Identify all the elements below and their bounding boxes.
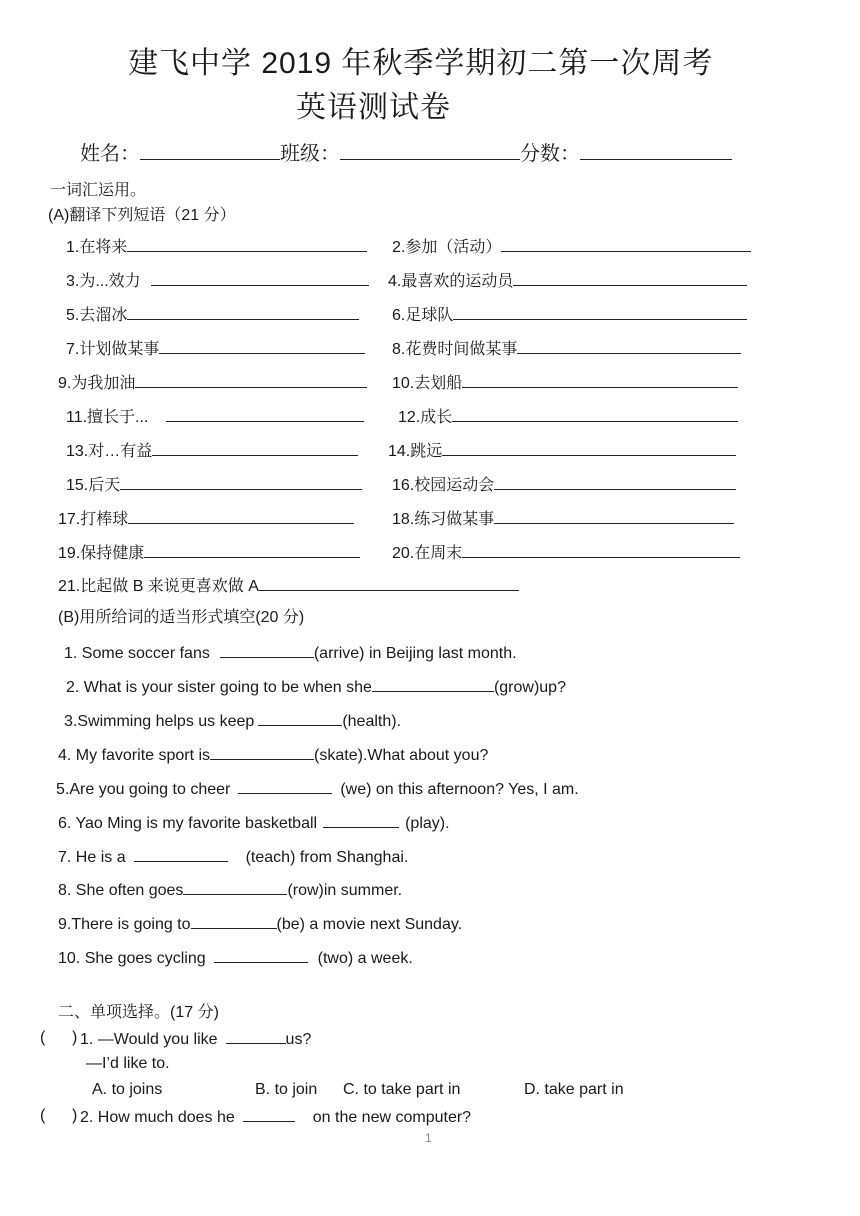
answer-blank[interactable] — [152, 440, 358, 456]
part-b-heading: (B)用所给词的适当形式填空(20 分) — [58, 609, 305, 626]
part-a-item: 12.成长 — [398, 406, 738, 428]
answer-blank[interactable] — [513, 270, 747, 286]
part-a-item: 9.为我加油 — [58, 372, 367, 394]
answer-blank[interactable] — [135, 372, 367, 388]
part-a-item: 15.后天 — [66, 474, 362, 496]
part-a-item: 18.练习做某事 — [392, 508, 734, 530]
answer-blank[interactable] — [127, 304, 359, 320]
part-a-item: 20.在周末 — [392, 542, 740, 564]
answer-blank[interactable] — [226, 1028, 286, 1044]
answer-blank[interactable] — [258, 710, 342, 726]
part-b-item: 3.Swimming helps us keep (health). — [64, 710, 401, 732]
answer-blank[interactable] — [191, 913, 277, 929]
part-a-item: 17.打棒球 — [58, 508, 354, 530]
section-2-heading: 二、单项选择。(17 分) — [58, 1004, 219, 1021]
name-label: 姓名： — [80, 143, 140, 165]
answer-blank[interactable] — [259, 575, 519, 591]
part-b-item: 9.There is going to (be) a movie next Sunday. — [58, 913, 462, 935]
part-a-item: 19.保持健康 — [58, 542, 360, 564]
part-a-item: 11.擅长于... — [66, 406, 364, 428]
answer-blank[interactable] — [372, 676, 494, 692]
page-number: 1 — [425, 1131, 432, 1145]
answer-paren-close: ) — [72, 1107, 78, 1124]
answer-paren-open: ( — [40, 1107, 46, 1124]
answer-blank[interactable] — [134, 846, 228, 862]
question-1-stem: 1. —Would you like us? — [80, 1028, 311, 1050]
score-label: 分数： — [520, 143, 580, 165]
section-1-heading: 一词汇运用。 — [50, 182, 147, 199]
answer-blank[interactable] — [462, 542, 740, 558]
part-b-item: 1. Some soccer fans (arrive) in Beijing last month. — [64, 642, 517, 664]
part-b-item: 6. Yao Ming is my favorite basketball (play). — [58, 812, 450, 834]
answer-blank[interactable] — [127, 236, 367, 252]
answer-blank[interactable] — [183, 879, 287, 895]
answer-blank[interactable] — [238, 778, 332, 794]
question-1-reply: —I’d like to. — [86, 1055, 170, 1072]
answer-blank[interactable] — [166, 406, 364, 422]
answer-blank[interactable] — [453, 304, 747, 320]
part-a-item: 3.为...效力 — [66, 270, 369, 292]
answer-blank[interactable] — [452, 406, 738, 422]
part-b-item: 4. My favorite sport is (skate).What about you? — [58, 744, 488, 766]
answer-blank[interactable] — [501, 236, 751, 252]
answer-paren-close: ) — [72, 1029, 78, 1046]
part-a-item: 13.对…有益 — [66, 440, 358, 462]
part-b-item: 10. She goes cycling (two) a week. — [58, 947, 413, 969]
part-a-item: 10.去划船 — [392, 372, 738, 394]
answer-blank[interactable] — [151, 270, 369, 286]
answer-blank[interactable] — [128, 508, 354, 524]
answer-blank[interactable] — [220, 642, 314, 658]
part-a-item: 1.在将来 — [66, 236, 367, 258]
student-info-row — [80, 142, 732, 166]
question-1-option-a[interactable]: A. to joins — [92, 1081, 163, 1098]
part-a-item: 8.花费时间做某事 — [392, 338, 741, 360]
question-1-option-c[interactable]: C. to take part in — [343, 1081, 461, 1098]
answer-blank[interactable] — [120, 474, 362, 490]
part-b-item: 2. What is your sister going to be when she (grow)up? — [66, 676, 566, 698]
answer-blank[interactable] — [144, 542, 360, 558]
answer-blank[interactable] — [210, 744, 314, 760]
part-b-item: 5.Are you going to cheer (we) on this afternoon? Yes, I am. — [56, 778, 579, 800]
part-a-item: 21.比起做 B 来说更喜欢做 A — [58, 575, 519, 597]
answer-blank[interactable] — [323, 812, 399, 828]
answer-blank[interactable] — [214, 947, 308, 963]
part-a-heading: (A)翻译下列短语（21 分） — [48, 207, 236, 224]
answer-paren-open: ( — [40, 1029, 46, 1046]
answer-blank[interactable] — [494, 508, 734, 524]
title-line-2: 英语测试卷 — [296, 91, 451, 124]
answer-blank[interactable] — [159, 338, 365, 354]
part-a-item: 14.跳远 — [388, 440, 736, 462]
part-a-item: 7.计划做某事 — [66, 338, 365, 360]
answer-blank[interactable] — [243, 1106, 295, 1122]
question-1-option-d[interactable]: D. take part in — [524, 1081, 624, 1098]
part-b-item: 8. She often goes (row)in summer. — [58, 879, 402, 901]
part-a-item: 4.最喜欢的运动员 — [388, 270, 747, 292]
part-a-item: 5.去溜冰 — [66, 304, 359, 326]
answer-blank[interactable] — [517, 338, 741, 354]
question-1-option-b[interactable]: B. to join — [255, 1081, 318, 1098]
score-field[interactable] — [580, 144, 732, 160]
part-a-item: 16.校园运动会 — [392, 474, 736, 496]
answer-blank[interactable] — [494, 474, 736, 490]
title-line-1: 建飞中学 2019 年秋季学期初二第一次周考 — [128, 47, 714, 80]
class-field[interactable] — [340, 144, 520, 160]
answer-blank[interactable] — [462, 372, 738, 388]
answer-blank[interactable] — [442, 440, 736, 456]
class-label: 班级： — [280, 143, 340, 165]
question-2-stem: 2. How much does he on the new computer? — [80, 1106, 471, 1128]
part-a-item: 2.参加（活动） — [392, 236, 751, 258]
part-a-item: 6.足球队 — [392, 304, 747, 326]
name-field[interactable] — [140, 144, 280, 160]
part-b-item: 7. He is a (teach) from Shanghai. — [58, 846, 408, 868]
